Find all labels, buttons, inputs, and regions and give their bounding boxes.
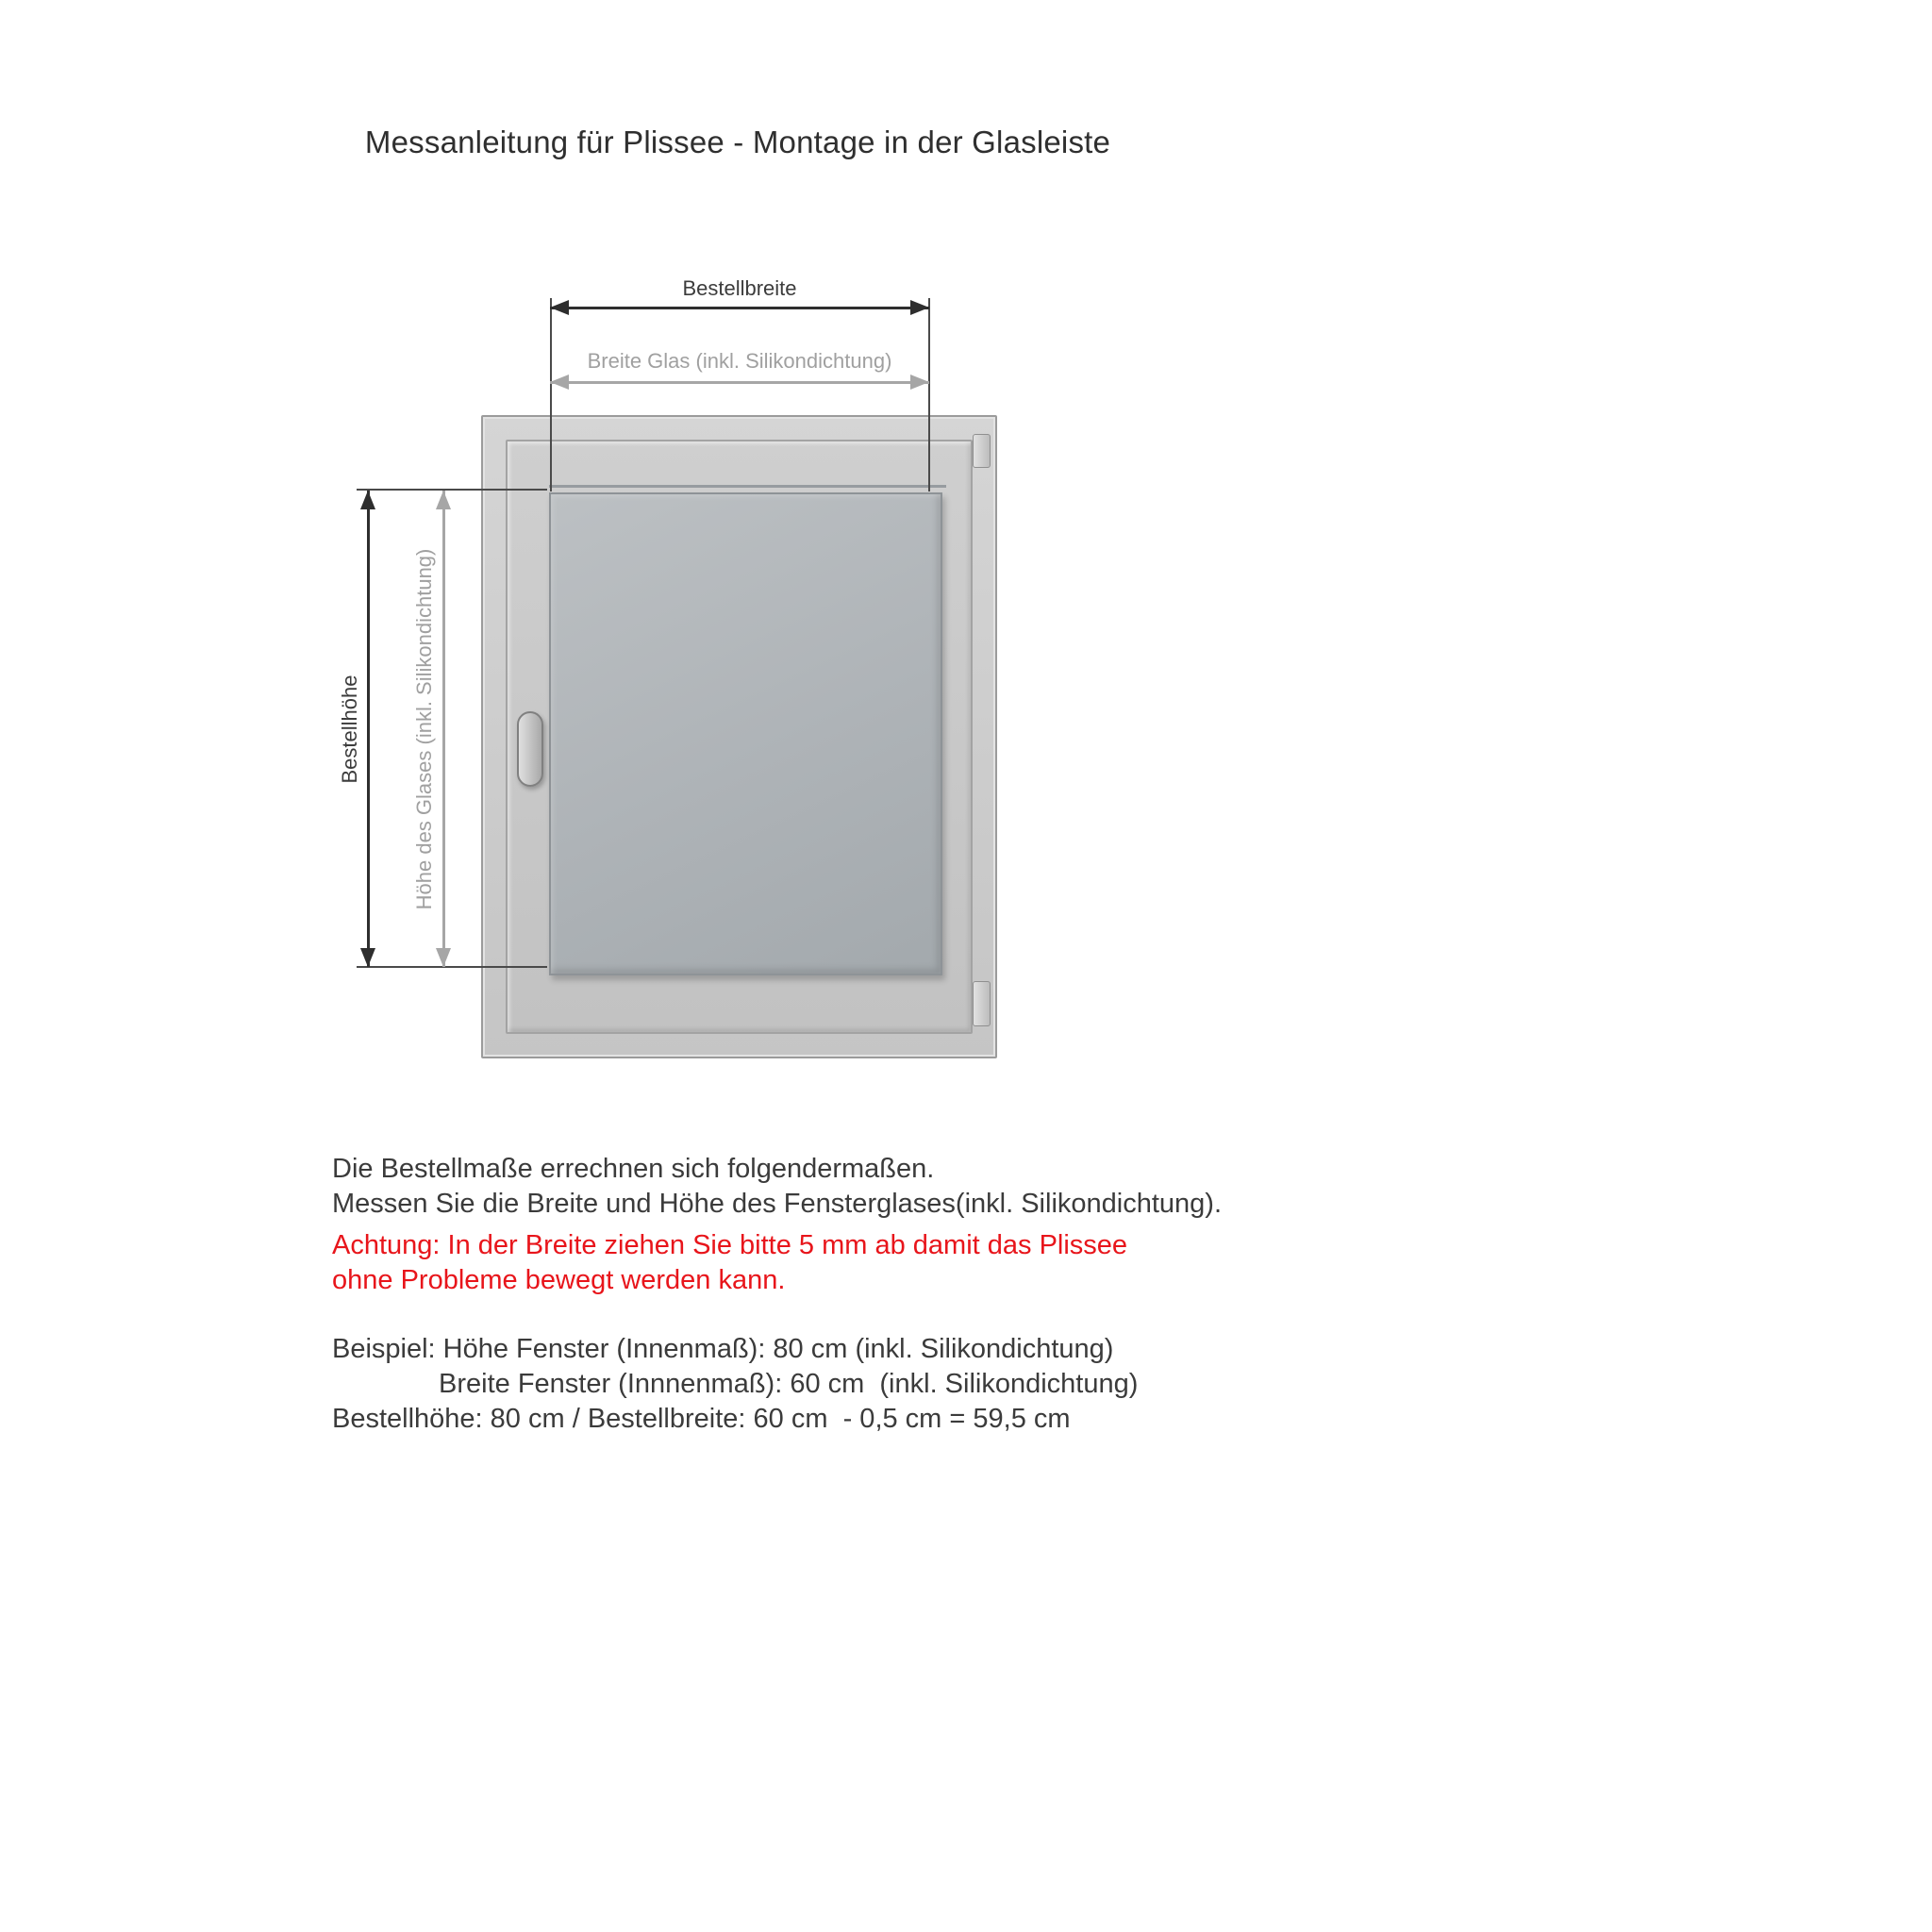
window-hinge-bottom: [973, 981, 991, 1026]
dim-arrow-order-height: [367, 491, 370, 967]
instruction-example-line-2: Breite Fenster (Innnenmaß): 60 cm (inkl. Silikondichtung): [439, 1369, 1139, 1399]
instruction-warning-line-1: Achtung: In der Breite ziehen Sie bitte 5 mm ab damit das Plissee: [332, 1230, 1128, 1260]
arrowhead-down-icon: [360, 948, 375, 967]
dim-label-glass-width: Breite Glas (inkl. Silikondichtung): [587, 349, 892, 373]
instructions-block: [332, 1152, 1672, 1437]
extension-line-width-left: [550, 298, 552, 491]
arrowhead-left-icon: [550, 375, 569, 390]
dim-arrow-glass-height: [442, 491, 445, 967]
window-hinge-top: [973, 434, 991, 468]
window-handle: [517, 711, 543, 787]
extension-line-height-top: [357, 489, 547, 491]
dim-label-glass-height: Höhe des Glases (inkl. Silikondichtung): [412, 548, 436, 910]
page-title: Messanleitung für Plissee - Montage in der Glasleiste: [364, 125, 1111, 159]
glass-top-rail: [549, 485, 946, 488]
extension-line-height-bottom: [357, 966, 547, 968]
window-frame: [481, 415, 997, 1058]
instruction-example-line-3: Bestellhöhe: 80 cm / Bestellbreite: 60 cm - 0,5 cm = 59,5 cm: [332, 1404, 1071, 1434]
instruction-intro-line-2: Messen Sie die Breite und Höhe des Fensterglases(inkl. Silikondichtung).: [332, 1189, 1222, 1219]
arrowhead-right-icon: [910, 300, 929, 315]
arrowhead-up-icon: [436, 491, 451, 509]
dim-label-order-width: Bestellbreite: [682, 276, 797, 300]
dim-arrow-glass-width: [550, 381, 929, 384]
window-glass: [549, 492, 942, 975]
dim-label-order-height: Bestellhöhe: [338, 675, 361, 784]
dim-arrow-order-width: [550, 307, 929, 309]
arrowhead-down-icon: [436, 948, 451, 967]
arrowhead-left-icon: [550, 300, 569, 315]
extension-line-width-right: [928, 298, 930, 491]
instruction-warning-line-2: ohne Probleme bewegt werden kann.: [332, 1265, 786, 1295]
arrowhead-up-icon: [360, 491, 375, 509]
instruction-example-line-1: Beispiel: Höhe Fenster (Innenmaß): 80 cm (inkl. Silikondichtung): [332, 1334, 1114, 1364]
arrowhead-right-icon: [910, 375, 929, 390]
window-sash: [506, 440, 973, 1034]
instruction-intro-line-1: Die Bestellmaße errechnen sich folgendermaßen.: [332, 1154, 935, 1184]
